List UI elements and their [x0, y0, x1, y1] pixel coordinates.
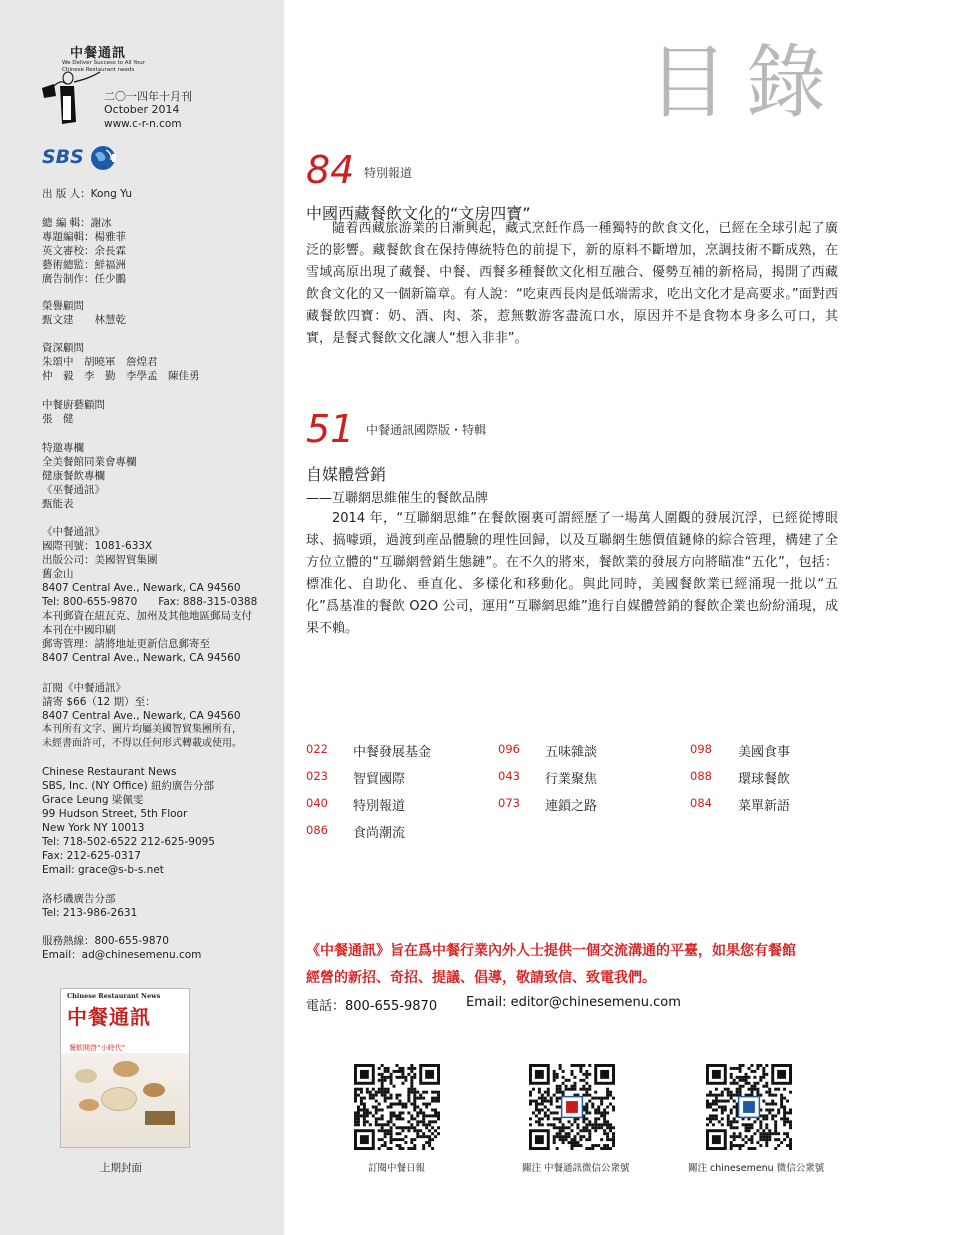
publication-info: 出版公司：美國智貿集團 [42, 554, 158, 566]
la-office-phone: Tel: 213-986-2631 [42, 907, 138, 919]
ny-office-info: Tel: 718-502-6522 212-625-9095 [42, 836, 215, 848]
article-summary: 隨着西藏旅游業的日漸興起，藏式烹飪作爲一種獨特的飲食文化，已經在全球引起了廣泛的影響。藏餐飲食在保持傳統特色的前提下，新的原料不斷增加，烹調技術不斷成熟，在雪域高原出現了藏餐、中餐、西餐多種餐飲文化相互融合、優勢互補的新格局，揭開了西藏飲食文化的又一個新篇章。有人說：“吃東西長肉是低端需求，吃出文化才是高要求。”面對西藏餐飲四寶：奶、酒、肉、茶，惹無數游客盡流口水，原因并不是食物本身多么可口，其實，是餐式餐飲文化讓人“想入非非”。 [306, 221, 838, 346]
previous-cover-caption: 上期封面 [100, 1162, 142, 1174]
article-title[interactable]: 中國西藏餐飲文化的“文房四寶” [306, 204, 531, 223]
qr-code-graphic [354, 1064, 440, 1150]
ny-office-info: Chinese Restaurant News [42, 766, 177, 778]
editor-line: 英文審校：余長霖 [42, 245, 126, 257]
notice-phone: 電話：800-655-9870 [306, 999, 438, 1014]
toc-item-title[interactable]: 中餐發展基金 [353, 745, 432, 760]
notice-line: 《中餐通訊》旨在爲中餐行業內外人士提供一個交流溝通的平臺，如果您有餐館 [306, 943, 796, 959]
la-office-label: 洛杉磯廣告分部 [42, 893, 116, 905]
globe-icon [88, 144, 118, 172]
article-summary: 2014 年，“互聯網思維”在餐飲圈裏可謂經歷了一場萬人圍觀的發展沉浮，已經從博眼球、搞噱頭，過渡到産品體驗的理性回歸，以及互聯網生態價值鏈條的綜合管理，構建了全方位立體的“互聯網營銷生態鏈”。在不久的將來，餐飲業的發展方向將瞄准“五化”，包括：標准化、自助化、垂直化、多樣化和移動化。與此同時，美國餐飲業已經涌現一批以“五化”爲基准的餐飲 O2O 公司，運用“互聯網思維”進行自媒體營銷的餐飲企業也紛紛涌現，成果不賴。 [306, 511, 838, 636]
publication-info: Tel: 800-655-9870 Fax: 888-315-0388 [42, 596, 258, 608]
logo-subtitle: We Deliver Success to All Your [62, 60, 146, 66]
honorary-consultant-label: 榮譽顧問 [42, 300, 84, 312]
toc-page-number[interactable]: 043 [498, 769, 520, 783]
editor-line: 藝術總監：鮮福洲 [42, 259, 126, 271]
publication-info: 本刊郵資在紐瓦克、加州及其他地區郵局支付 [42, 610, 252, 622]
column-item: 全美餐館同業會專欄 [42, 456, 137, 468]
issue-date-cn: 二〇一四年十月刊 [104, 90, 192, 103]
ny-office-email[interactable]: Email: grace@s-b-s.net [42, 864, 164, 876]
toc-item-title[interactable]: 環球餐飲 [738, 772, 791, 787]
ny-office-info: SBS, Inc. (NY Office) 紐約廣告分部 [42, 780, 215, 792]
cover-photo [61, 1053, 189, 1147]
senior-consultant-names: 朱頌中 胡曉軍 詹煌君 [42, 356, 158, 368]
logo-title: 中餐通訊 [70, 46, 127, 61]
notice-email[interactable]: Email: editor@chinesemenu.com [466, 995, 681, 1010]
toc-page-number[interactable]: 098 [690, 742, 712, 756]
toc-page-number[interactable]: 096 [498, 742, 520, 756]
article-page-number[interactable]: 51 [306, 407, 355, 451]
notice-line: 經營的新招、奇招、提議、倡導，敬請致信、致電我們。 [306, 970, 656, 986]
service-hotline: 服務熱線：800-655-9870 [42, 935, 169, 947]
senior-consultant-label: 資深顧問 [42, 342, 84, 354]
waiter-illustration [40, 62, 110, 132]
previous-cover-image [60, 988, 190, 1148]
article-subtitle: ——互聯網思維催生的餐飲品牌 [306, 491, 489, 506]
publisher: 出 版 人：Kong Yu [42, 188, 132, 200]
subscription-info: 8407 Central Ave., Newark, CA 94560 [42, 710, 241, 722]
issue-date-en: October 2014 [104, 103, 180, 116]
qr-caption: 訂閱中餐日報 [368, 1163, 426, 1174]
editor-line: 廣告制作：任少鵬 [42, 273, 126, 285]
sbs-logo [42, 144, 124, 172]
subscription-info: 本刊所有文字、圖片均屬美國智貿集團所有， [42, 724, 242, 735]
publication-info: 8407 Central Ave., Newark, CA 94560 [42, 652, 241, 664]
service-email[interactable]: Email：ad@chinesemenu.com [42, 949, 202, 961]
toc-page-number[interactable]: 040 [306, 796, 328, 810]
columns-label: 特邀專欄 [42, 442, 84, 454]
chef-consultant-name: 張 健 [42, 413, 74, 425]
chef-consultant-label: 中餐廚藝顧問 [42, 399, 105, 411]
toc-item-title[interactable]: 美國食事 [738, 745, 791, 760]
qr-code[interactable] [706, 1064, 792, 1150]
article-section-label: 特別報道 [364, 166, 413, 180]
toc-item-title[interactable]: 智貿國際 [353, 772, 406, 787]
senior-consultant-names-2: 仲 毅 李 勤 李學孟 陳佳勇 [42, 370, 200, 382]
toc-item-title[interactable]: 特別報道 [353, 799, 406, 814]
publication-info: 郵寄管理：請將地址更新信息郵寄至 [42, 638, 210, 650]
publication-info: 舊金山 [42, 568, 74, 580]
publication-info: 《中餐通訊》 [42, 526, 105, 538]
toc-page-number[interactable]: 084 [690, 796, 712, 810]
article-page-number[interactable]: 84 [306, 148, 355, 192]
ny-office-info: 99 Hudson Street, 5th Floor [42, 808, 188, 820]
column-item: 《巫餐通訊》 [42, 484, 105, 496]
sbs-logo-text: SBS [42, 146, 84, 168]
subscription-info: 未經書面許可，不得以任何形式轉載或使用。 [42, 738, 242, 749]
editor-line: 總 編 輯：謝冰 [42, 217, 112, 229]
honorary-consultant-names: 甄文建 林慧乾 [42, 314, 126, 326]
column-item: 健康餐飲專欄 [42, 470, 105, 482]
ny-office-info: New York NY 10013 [42, 822, 145, 834]
qr-code[interactable] [529, 1064, 615, 1150]
toc-page-number[interactable]: 073 [498, 796, 520, 810]
editor-line: 專題編輯：楊雅菲 [42, 231, 126, 243]
qr-caption: 關注 chinesemenu 微信公衆號 [688, 1163, 825, 1174]
toc-page-number[interactable]: 022 [306, 742, 328, 756]
qr-code[interactable] [354, 1064, 440, 1150]
article-title[interactable]: 自媒體營銷 [306, 465, 387, 484]
article-section-label: 中餐通訊國際版・特輯 [366, 423, 487, 437]
toc-item-title[interactable]: 菜單新語 [738, 799, 791, 814]
publication-info: 8407 Central Ave., Newark, CA 94560 [42, 582, 241, 594]
sidebar [0, 0, 284, 1235]
cover-brand-en: Chinese Restaurant News [67, 992, 161, 1000]
toc-item-title[interactable]: 行業聚焦 [545, 772, 598, 787]
publication-info: 本刊在中國印刷 [42, 624, 116, 636]
website-link[interactable]: www.c-r-n.com [104, 118, 182, 130]
toc-item-title[interactable]: 五味雜談 [545, 745, 598, 760]
qr-caption: 關注 中餐通訊微信公衆號 [522, 1163, 630, 1174]
ny-office-info: Fax: 212-625-0317 [42, 850, 141, 862]
toc-page-number[interactable]: 086 [306, 823, 328, 837]
toc-item-title[interactable]: 連鎖之路 [545, 799, 598, 814]
column-item: 甄能表 [42, 498, 74, 510]
subscription-info: 訂閱《中餐通訊》 [42, 682, 126, 694]
toc-page-number[interactable]: 023 [306, 769, 328, 783]
subscription-info: 請寄 $66（12 期）至： [42, 696, 156, 708]
qr-code-graphic [529, 1064, 615, 1150]
toc-item-title[interactable]: 食尚潮流 [353, 826, 406, 841]
page-title: 目錄 [648, 36, 844, 129]
cover-headline: 餐飲開啓“小時代” [69, 1044, 126, 1052]
toc-page-number[interactable]: 088 [690, 769, 712, 783]
ny-office-info: Grace Leung 梁佩雯 [42, 794, 144, 806]
publication-info: 國際刊號：1081-633X [42, 540, 153, 552]
qr-code-graphic [706, 1064, 792, 1150]
cover-brand-cn: 中餐通訊 [67, 1005, 151, 1029]
logo-subtitle-2: Chinese Restaurant needs [62, 67, 135, 73]
